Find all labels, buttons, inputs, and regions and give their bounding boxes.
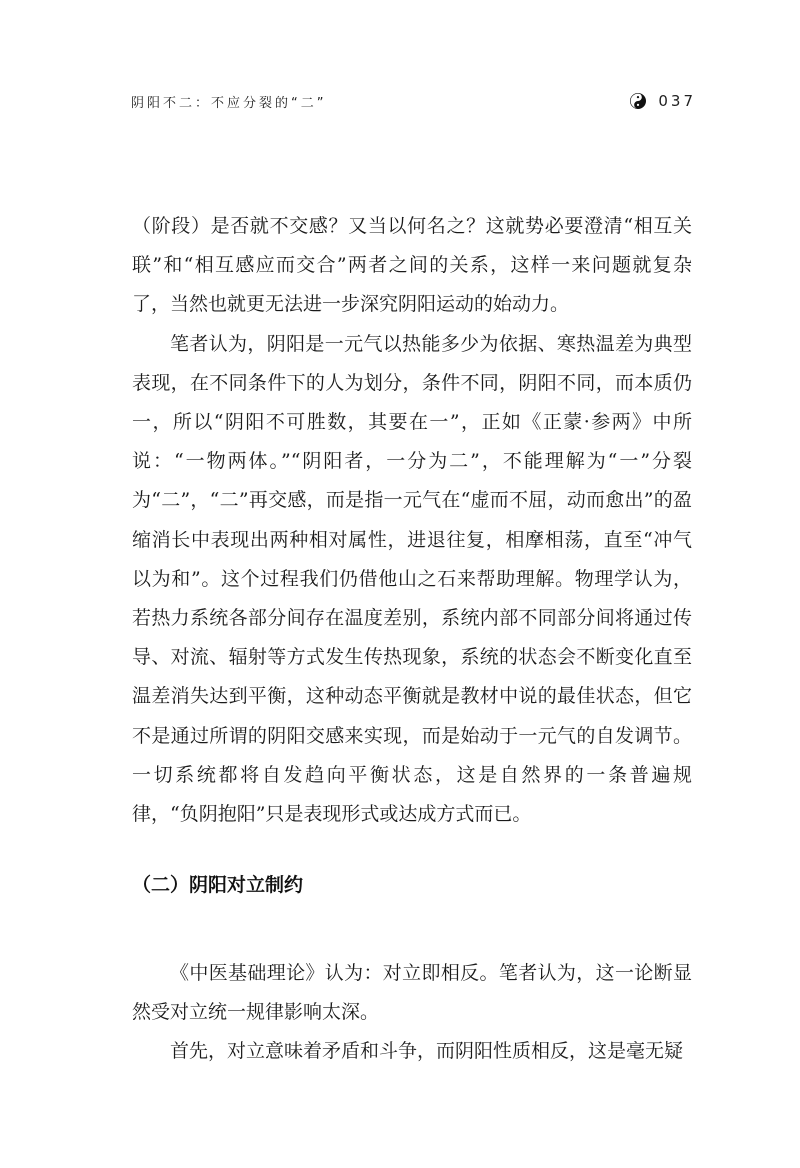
running-title: 阴阳不二：不应分裂的“二” xyxy=(131,95,327,111)
paragraph: 首先，对立意味着矛盾和斗争，而阴阳性质相反，这是毫无疑 xyxy=(170,1040,684,1063)
section-heading: （二）阴阳对立制约 xyxy=(132,874,304,896)
paragraph: 《中医基础理论》认为：对立即相反。笔者认为，这一论断显然受对立统一规律影响太深。 xyxy=(132,962,692,1024)
running-header xyxy=(131,86,696,116)
body-text-upper xyxy=(132,207,692,834)
body-text-lower xyxy=(132,954,692,1072)
paragraph: 笔者认为，阴阳是一元气以热能多少为依据、寒热温差为典型表现，在不同条件下的人为划分，条件不同，阴阳不同，而本质仍一，所以“阴阳不可胜数，其要在一”，正如《正蒙·参两》中所说：“一物两体。”“阴阳者，一分为二”，不能理解为“一”分裂为“二”，“二”再交感，而是指一元气在“虚而不屈，动而愈出”的盈缩消长中表现出两种相对属性，进退往复，相摩相荡，直至“冲气以为和”。这个过程我们仍借他山之石来帮助理解。物理学认为，若热力系统各部分间存在温度差别，系统内部不同部分间将通过传导、对流、辐射等方式发生传热现象，系统的状态会不断变化直至温差消失达到平衡，这种动态平衡就是教材中说的最佳状态，但它不是通过所谓的阴阳交感来实现，而是始动于一元气的自发调节。一切系统都将自发趋向平衡状态，这是自然界的一条普遍规律，“负阴抱阳”只是表现形式或达成方式而已。 xyxy=(132,332,692,826)
yin-yang-icon xyxy=(630,93,646,109)
page-number: 037 xyxy=(658,92,696,110)
page-number-group xyxy=(630,92,696,110)
paragraph: （阶段）是否就不交感？又当以何名之？这就势必要澄清“相互关联”和“相互感应而交合”两者之间的关系，这样一来问题就复杂了，当然也就更无法进一步深究阴阳运动的始动力。 xyxy=(132,215,692,316)
